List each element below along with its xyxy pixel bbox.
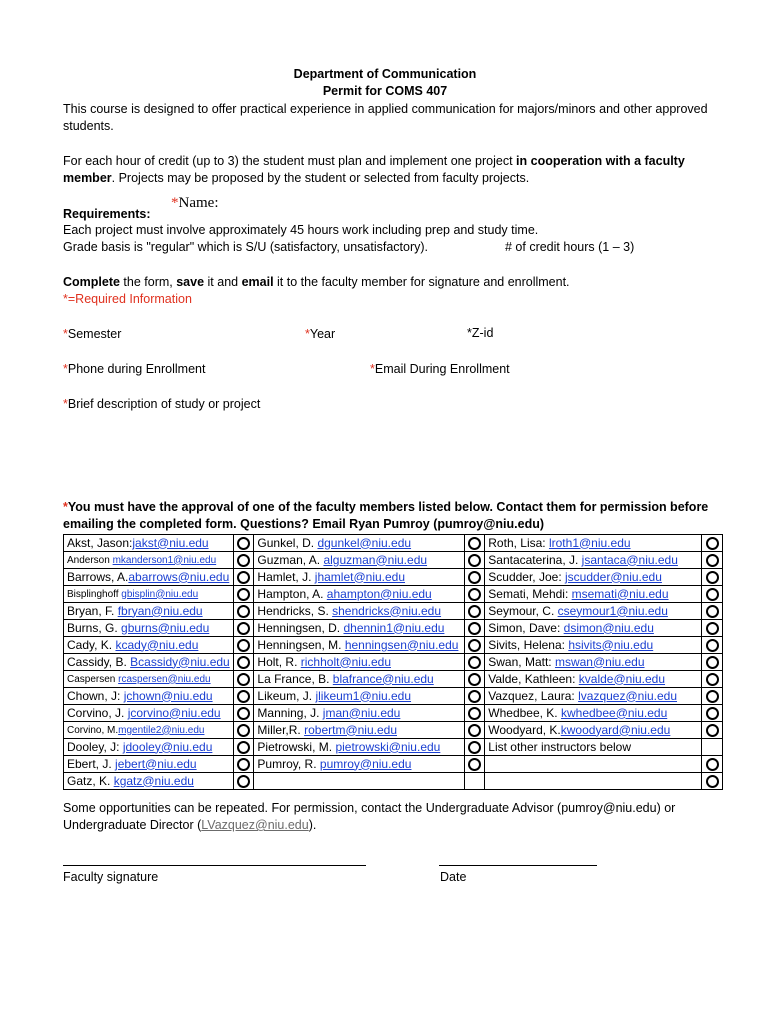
faculty-select-cell [233, 637, 254, 654]
faculty-radio-button[interactable] [706, 571, 719, 584]
faculty-name: Scudder, Joe: [488, 569, 565, 584]
faculty-select-cell [233, 739, 254, 756]
faculty-radio-button[interactable] [468, 639, 481, 652]
approval-note-2: emailing the completed form. Questions? Email Ryan Pumroy (pumroy@niu.edu) [63, 517, 545, 531]
faculty-row [64, 552, 723, 569]
faculty-radio-button[interactable] [237, 537, 250, 550]
faculty-name: Hendricks, S. [257, 603, 333, 618]
faculty-name: Vazquez, Laura: [488, 688, 579, 703]
faculty-cell [254, 705, 464, 722]
faculty-name: Swan, Matt: [488, 654, 555, 669]
faculty-select-cell [464, 552, 485, 569]
faculty-email-link[interactable]: mgentile2@niu.edu [118, 724, 205, 736]
faculty-radio-button[interactable] [468, 673, 481, 686]
faculty-email-link[interactable]: jlikeum1@niu.edu [315, 688, 412, 703]
director-email-link[interactable]: LVazquez@niu.edu [201, 818, 309, 832]
faculty-radio-button[interactable] [468, 571, 481, 584]
faculty-name: Caspersen [67, 673, 119, 685]
faculty-select-cell [233, 603, 254, 620]
faculty-name: Valde, Kathleen: [488, 671, 579, 686]
faculty-email-link[interactable]: ahampton@niu.edu [326, 586, 432, 601]
faculty-cell [64, 603, 234, 620]
faculty-radio-button[interactable] [706, 554, 719, 567]
approval-note-1: *You must have the approval of one of the faculty members listed below. Contact them for permission before [63, 500, 709, 514]
faculty-row [64, 535, 723, 552]
faculty-radio-button[interactable] [706, 639, 719, 652]
faculty-select-cell [233, 773, 254, 790]
faculty-name: Guzman, A. [257, 552, 324, 567]
faculty-select-cell [702, 620, 723, 637]
faculty-radio-button[interactable] [237, 673, 250, 686]
faculty-select-cell [702, 569, 723, 586]
faculty-name: Burns, G. [67, 620, 122, 635]
faculty-radio-button[interactable] [237, 588, 250, 601]
faculty-row [64, 603, 723, 620]
faculty-name: Holt, R. [257, 654, 301, 669]
faculty-name: Bryan, F. [67, 603, 118, 618]
faculty-radio-button[interactable] [468, 554, 481, 567]
faculty-name: Barrows, A. [67, 569, 129, 584]
faculty-cell [64, 569, 234, 586]
faculty-cell [254, 620, 464, 637]
faculty-row [64, 756, 723, 773]
faculty-name: Cady, K. [67, 637, 116, 652]
year-field-label[interactable]: *Year [305, 327, 336, 341]
description-field-label[interactable]: *Brief description of study or project [63, 397, 261, 411]
faculty-cell [64, 756, 234, 773]
faculty-cell [254, 671, 464, 688]
faculty-select-cell [702, 637, 723, 654]
faculty-select-cell [233, 586, 254, 603]
faculty-email-link[interactable]: pumroy@niu.edu [319, 756, 412, 771]
faculty-name: Semati, Mehdi: [488, 586, 572, 601]
faculty-select-cell [702, 688, 723, 705]
faculty-row [64, 722, 723, 739]
faculty-email-link[interactable]: dgunkel@niu.edu [317, 535, 412, 550]
faculty-select-cell [702, 654, 723, 671]
faculty-cell [254, 688, 464, 705]
faculty-select-cell [233, 756, 254, 773]
faculty-name: Corvino, J. [67, 705, 128, 720]
faculty-cell [485, 535, 702, 552]
faculty-cell [64, 705, 234, 722]
faculty-radio-button[interactable] [706, 656, 719, 669]
faculty-radio-button[interactable] [237, 690, 250, 703]
faculty-row [64, 620, 723, 637]
faculty-name: Hampton, A. [257, 586, 327, 601]
name-field-label[interactable]: *Name: [171, 195, 219, 211]
faculty-select-cell [464, 756, 485, 773]
faculty-radio-button[interactable] [468, 588, 481, 601]
faculty-email-link[interactable]: alguzman@niu.edu [323, 552, 428, 567]
faculty-name: Akst, Jason: [67, 535, 133, 550]
faculty-cell [254, 739, 464, 756]
faculty-cell [64, 637, 234, 654]
faculty-cell [485, 569, 702, 586]
faculty-email-link[interactable]: rcaspersen@niu.edu [118, 673, 211, 685]
credit-paragraph: For each hour of credit (up to 3) the student must plan and implement one project in cooperation with a faculty member. Projects may be proposed by the student or selected from faculty projects. [63, 154, 685, 185]
faculty-select-cell [702, 552, 723, 569]
faculty-select-cell [464, 569, 485, 586]
faculty-row [64, 705, 723, 722]
faculty-name: Sivits, Helena: [488, 637, 569, 652]
phone-field-label[interactable]: *Phone during Enrollment [63, 362, 206, 376]
faculty-select-cell [233, 654, 254, 671]
faculty-cell [64, 535, 234, 552]
faculty-radio-button[interactable] [468, 724, 481, 737]
faculty-name: Gunkel, D. [257, 535, 318, 550]
faculty-cell [485, 603, 702, 620]
faculty-name: Roth, Lisa: [488, 535, 549, 550]
faculty-email-link[interactable]: shendricks@niu.edu [332, 603, 442, 618]
faculty-select-cell [464, 637, 485, 654]
faculty-email-link[interactable]: gburns@niu.edu [121, 620, 210, 635]
faculty-cell [485, 654, 702, 671]
faculty-cell [254, 773, 464, 790]
faculty-select-cell [702, 535, 723, 552]
faculty-select-cell [702, 671, 723, 688]
faculty-cell [485, 637, 702, 654]
faculty-cell [64, 739, 234, 756]
faculty-email-link[interactable]: jchown@niu.edu [123, 688, 213, 703]
faculty-cell [64, 586, 234, 603]
faculty-select-cell [464, 773, 485, 790]
faculty-select-cell [464, 535, 485, 552]
faculty-email-link[interactable]: robertm@niu.edu [304, 722, 397, 737]
faculty-cell [254, 603, 464, 620]
faculty-radio-button[interactable] [468, 656, 481, 669]
faculty-cell [254, 586, 464, 603]
faculty-radio-button[interactable] [706, 673, 719, 686]
faculty-row [64, 654, 723, 671]
date-label: Date [440, 870, 467, 884]
faculty-radio-button[interactable] [706, 758, 719, 771]
faculty-signature-label: Faculty signature [63, 870, 159, 884]
faculty-select-cell [233, 535, 254, 552]
faculty-radio-button[interactable] [468, 758, 481, 771]
faculty-email-link[interactable]: henningsen@niu.edu [344, 637, 459, 652]
faculty-cell [64, 620, 234, 637]
faculty-select-cell [702, 773, 723, 790]
faculty-radio-button[interactable] [468, 537, 481, 550]
faculty-select-cell [464, 586, 485, 603]
requirement-grade: Grade basis is "regular" which is S/U (satisfactory, unsatisfactory). # of credit hours (1 – 3) [63, 240, 635, 254]
faculty-cell [485, 688, 702, 705]
faculty-radio-button[interactable] [237, 775, 250, 788]
faculty-row [64, 569, 723, 586]
faculty-email-link[interactable]: mswan@niu.edu [554, 654, 645, 669]
department-heading: Department of Communication [293, 67, 477, 81]
faculty-row [64, 739, 723, 756]
faculty-select-cell [233, 552, 254, 569]
faculty-radio-button[interactable] [237, 656, 250, 669]
faculty-select-cell [464, 705, 485, 722]
faculty-name: Cassidy, B. [67, 654, 131, 669]
faculty-email-link[interactable]: mkanderson1@niu.edu [112, 554, 217, 566]
faculty-select-cell [702, 756, 723, 773]
faculty-name: Likeum, J. [257, 688, 316, 703]
faculty-cell [64, 671, 234, 688]
faculty-cell [254, 637, 464, 654]
faculty-row [64, 688, 723, 705]
faculty-radio-button[interactable] [237, 707, 250, 720]
faculty-radio-button[interactable] [237, 758, 250, 771]
footer-note-1: Some opportunities can be repeated. For permission, contact the Undergraduate Advisor (pumroy@niu.edu) or [63, 801, 676, 815]
required-info-note: *=Required Information [63, 292, 192, 306]
faculty-select-cell [233, 705, 254, 722]
faculty-select-cell [702, 739, 723, 756]
faculty-cell [254, 654, 464, 671]
faculty-email-link[interactable]: kgatz@niu.edu [113, 773, 194, 788]
faculty-radio-button[interactable] [237, 639, 250, 652]
credit-hours-label[interactable]: # of credit hours (1 – 3) [505, 240, 635, 254]
faculty-name: Chown, J: [67, 688, 124, 703]
faculty-name: List other instructors below [488, 739, 631, 754]
faculty-radio-button[interactable] [706, 707, 719, 720]
faculty-name: Anderson [67, 554, 113, 566]
form-title: Permit for COMS 407 [322, 84, 448, 98]
faculty-email-link[interactable]: jakst@niu.edu [132, 535, 209, 550]
faculty-cell [485, 620, 702, 637]
faculty-email-link[interactable]: lvazquez@niu.edu [578, 688, 678, 703]
footer-note-2: Undergraduate Director (LVazquez@niu.edu). [63, 818, 317, 832]
faculty-cell [485, 705, 702, 722]
faculty-radio-button[interactable] [468, 605, 481, 618]
faculty-email-link[interactable]: kwoodyard@niu.edu [560, 722, 671, 737]
faculty-select-cell [464, 654, 485, 671]
faculty-email-link[interactable]: cseymour1@niu.edu [557, 603, 668, 618]
faculty-cell [64, 552, 234, 569]
faculty-email-link[interactable]: jebert@niu.edu [115, 756, 197, 771]
faculty-cell [485, 722, 702, 739]
faculty-name: Henningsen, D. [257, 620, 344, 635]
faculty-row [64, 586, 723, 603]
faculty-name: Woodyard, K. [488, 722, 561, 737]
faculty-select-cell [464, 620, 485, 637]
date-line[interactable] [439, 865, 597, 866]
faculty-select-cell [233, 569, 254, 586]
faculty-signature-line[interactable] [63, 865, 366, 866]
faculty-name: Santacaterina, J. [488, 552, 582, 567]
faculty-email-link[interactable]: kvalde@niu.edu [578, 671, 666, 686]
faculty-select-cell [233, 671, 254, 688]
faculty-name: Simon, Dave: [488, 620, 564, 635]
faculty-table [63, 534, 723, 790]
faculty-cell [485, 586, 702, 603]
faculty-name: Manning, J. [257, 705, 323, 720]
faculty-cell [254, 569, 464, 586]
faculty-name: Seymour, C. [488, 603, 558, 618]
faculty-email-link[interactable]: jman@niu.edu [322, 705, 401, 720]
faculty-email-link[interactable]: blafrance@niu.edu [332, 671, 434, 686]
faculty-email-link[interactable]: dhennin1@niu.edu [343, 620, 445, 635]
faculty-radio-button[interactable] [706, 622, 719, 635]
faculty-name: Henningsen, M. [257, 637, 345, 652]
faculty-name: Whedbee, K. [488, 705, 561, 720]
faculty-email-link[interactable]: hsivits@niu.edu [568, 637, 654, 652]
faculty-radio-button[interactable] [706, 724, 719, 737]
faculty-cell [64, 773, 234, 790]
faculty-select-cell [233, 620, 254, 637]
faculty-cell [64, 688, 234, 705]
faculty-name: Ebert, J. [67, 756, 116, 771]
faculty-name: Miller,R. [257, 722, 305, 737]
faculty-cell [254, 535, 464, 552]
faculty-email-link[interactable]: jhamlet@niu.edu [314, 569, 406, 584]
faculty-email-link[interactable]: fbryan@niu.edu [117, 603, 203, 618]
faculty-radio-button[interactable] [468, 707, 481, 720]
faculty-email-link[interactable]: jsantaca@niu.edu [581, 552, 678, 567]
faculty-select-cell [702, 705, 723, 722]
faculty-radio-button[interactable] [237, 605, 250, 618]
faculty-radio-button[interactable] [706, 537, 719, 550]
faculty-radio-button[interactable] [237, 741, 250, 754]
faculty-radio-button[interactable] [237, 622, 250, 635]
faculty-cell [254, 552, 464, 569]
faculty-radio-button[interactable] [468, 622, 481, 635]
faculty-cell [254, 722, 464, 739]
faculty-email-link[interactable]: kcady@niu.edu [115, 637, 199, 652]
faculty-select-cell [464, 722, 485, 739]
faculty-email-link[interactable]: jscudder@niu.edu [564, 569, 662, 584]
semester-field-label[interactable]: *Semester [63, 327, 122, 341]
zid-field-label[interactable]: *Z-id [467, 326, 494, 340]
faculty-name: Bisplinghoff [67, 588, 122, 600]
intro-paragraph: This course is designed to offer practical experience in applied communication for majors/minors and other approved students. [63, 102, 708, 133]
faculty-radio-button[interactable] [237, 554, 250, 567]
faculty-cell [485, 773, 702, 790]
faculty-radio-button[interactable] [706, 775, 719, 788]
faculty-email-link[interactable]: richholt@niu.edu [300, 654, 391, 669]
faculty-cell [485, 756, 702, 773]
faculty-email-link[interactable]: msemati@niu.edu [571, 586, 669, 601]
faculty-row [64, 773, 723, 790]
faculty-select-cell [233, 688, 254, 705]
faculty-email-link[interactable]: Bcassidy@niu.edu [130, 654, 230, 669]
faculty-email-link[interactable]: abarrows@niu.edu [128, 569, 230, 584]
faculty-name: Corvino, M. [67, 724, 119, 736]
faculty-radio-button[interactable] [706, 588, 719, 601]
faculty-email-link[interactable]: jdooley@niu.edu [122, 739, 213, 754]
faculty-email-link[interactable]: pietrowski@niu.edu [335, 739, 441, 754]
faculty-select-cell [464, 671, 485, 688]
faculty-select-cell [233, 722, 254, 739]
faculty-name: La France, B. [257, 671, 333, 686]
faculty-email-link[interactable]: jcorvino@niu.edu [127, 705, 221, 720]
requirements-heading: Requirements: [63, 207, 151, 221]
faculty-name: Gatz, K. [67, 773, 114, 788]
faculty-name: Pietrowski, M. [257, 739, 336, 754]
faculty-cell [485, 552, 702, 569]
faculty-radio-button[interactable] [468, 741, 481, 754]
faculty-radio-button[interactable] [706, 690, 719, 703]
faculty-cell [485, 739, 702, 756]
faculty-radio-button[interactable] [237, 724, 250, 737]
instructions: Complete the form, save it and email it to the faculty member for signature and enrollment. [63, 275, 570, 289]
faculty-name: Hamlet, J. [257, 569, 315, 584]
faculty-select-cell [702, 603, 723, 620]
faculty-name: Pumroy, R. [257, 756, 320, 771]
faculty-row [64, 671, 723, 688]
faculty-email-link[interactable]: lroth1@niu.edu [548, 535, 631, 550]
faculty-cell [254, 756, 464, 773]
faculty-select-cell [702, 722, 723, 739]
faculty-cell [64, 722, 234, 739]
faculty-email-link[interactable]: kwhedbee@niu.edu [560, 705, 668, 720]
faculty-select-cell [702, 586, 723, 603]
faculty-email-link[interactable]: gbisplin@niu.edu [121, 588, 199, 600]
faculty-cell [485, 671, 702, 688]
faculty-email-link[interactable]: dsimon@niu.edu [563, 620, 654, 635]
email-field-label[interactable]: *Email During Enrollment [370, 362, 510, 376]
faculty-row [64, 637, 723, 654]
faculty-radio-button[interactable] [706, 605, 719, 618]
faculty-radio-button[interactable] [237, 571, 250, 584]
faculty-name: Dooley, J: [67, 739, 123, 754]
requirement-hours: Each project must involve approximately 45 hours work including prep and study time. [63, 223, 539, 237]
faculty-select-cell [464, 739, 485, 756]
faculty-cell [64, 654, 234, 671]
faculty-select-cell [464, 688, 485, 705]
faculty-select-cell [464, 603, 485, 620]
faculty-radio-button[interactable] [468, 690, 481, 703]
